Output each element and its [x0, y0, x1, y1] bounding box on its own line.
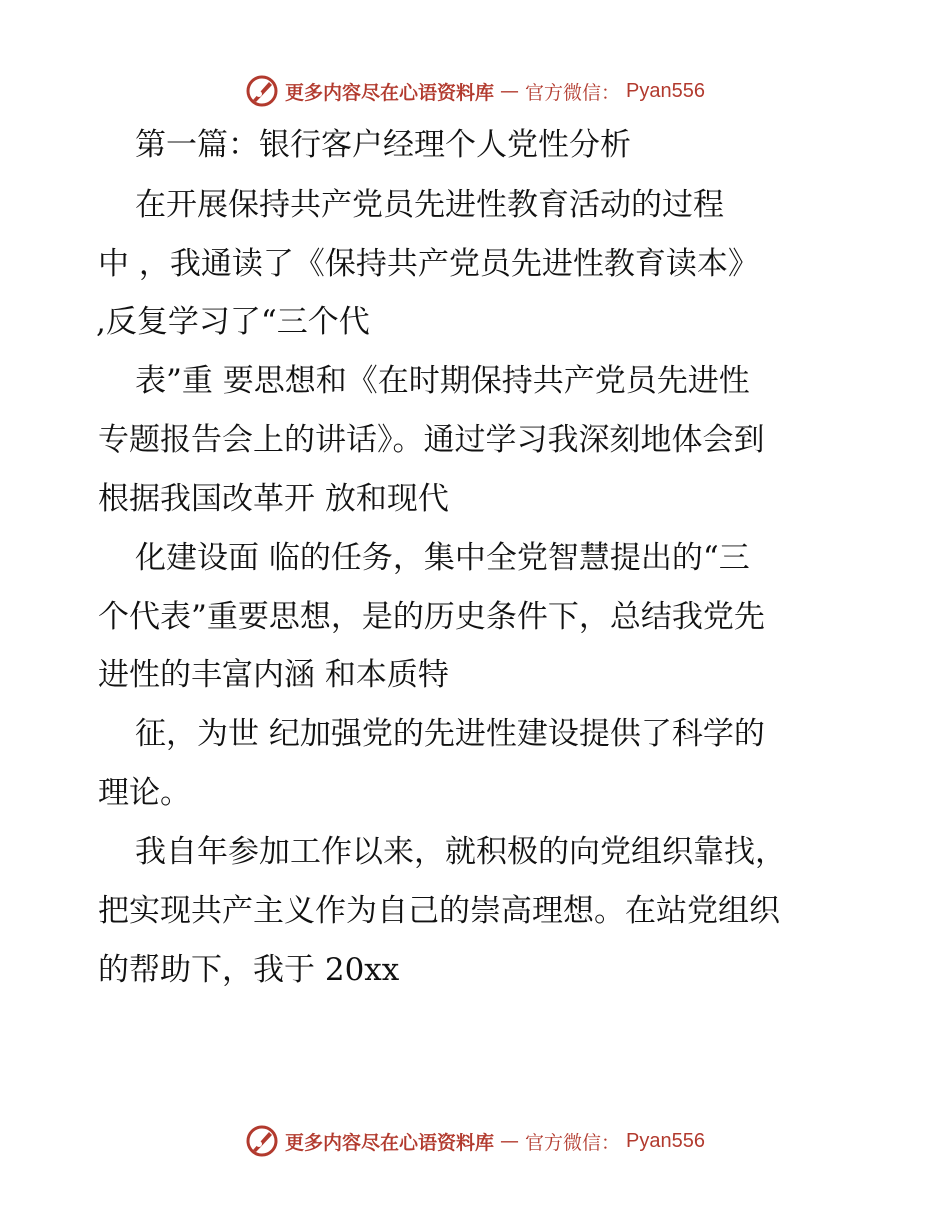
- text-line: 专题报告会上的讲话》。通过学习我深刻地体会到: [98, 422, 765, 458]
- text-line: 进性的丰富内涵 和本质特: [98, 657, 449, 693]
- banner-wechat-id: Pyan556: [626, 79, 705, 102]
- text-line: 表”重 要思想和《在时期保持共产党员先进性: [135, 363, 750, 399]
- text-line: 理论。: [98, 775, 191, 811]
- document-title: 第一篇：银行客户经理个人党性分析: [135, 127, 631, 163]
- text-line: 把实现共产主义作为自己的崇高理想。在站党组织: [98, 893, 780, 929]
- header-banner: [0, 71, 950, 111]
- text-line: ,反复学习了“三个代: [96, 304, 370, 340]
- banner-dash: —: [500, 1130, 520, 1152]
- text-line: 中 ，我通读了《保持共产党员先进性教育读本》: [98, 246, 759, 282]
- banner-wechat-label: 官方微信：: [525, 81, 621, 104]
- banner-dash: —: [500, 80, 520, 102]
- text-line: 我自年参加工作以来，就积极的向党组织靠找，: [135, 834, 786, 870]
- text-line: 个代表”重要思想，是的历史条件下，总结我党先: [98, 599, 765, 635]
- text-line: 化建设面 临的任务，集中全党智慧提出的“三: [135, 540, 750, 576]
- footer-banner: [0, 1121, 950, 1161]
- text-line: 在开展保持共产党员先进性教育活动的过程: [135, 187, 724, 223]
- text-line: 根据我国改革开 放和现代: [98, 481, 449, 517]
- banner-site-text: 更多内容尽在心语资料库: [285, 81, 495, 104]
- banner-wechat-id: Pyan556: [626, 1129, 705, 1152]
- text-line: 征，为世 纪加强党的先进性建设提供了科学的: [135, 716, 765, 752]
- banner-wechat-label: 官方微信：: [525, 1131, 621, 1154]
- quill-logo-icon: [245, 1124, 279, 1158]
- banner-site-text: 更多内容尽在心语资料库: [285, 1131, 495, 1154]
- quill-logo-icon: [245, 74, 279, 108]
- text-line: 的帮助下，我于 20xx: [98, 952, 400, 988]
